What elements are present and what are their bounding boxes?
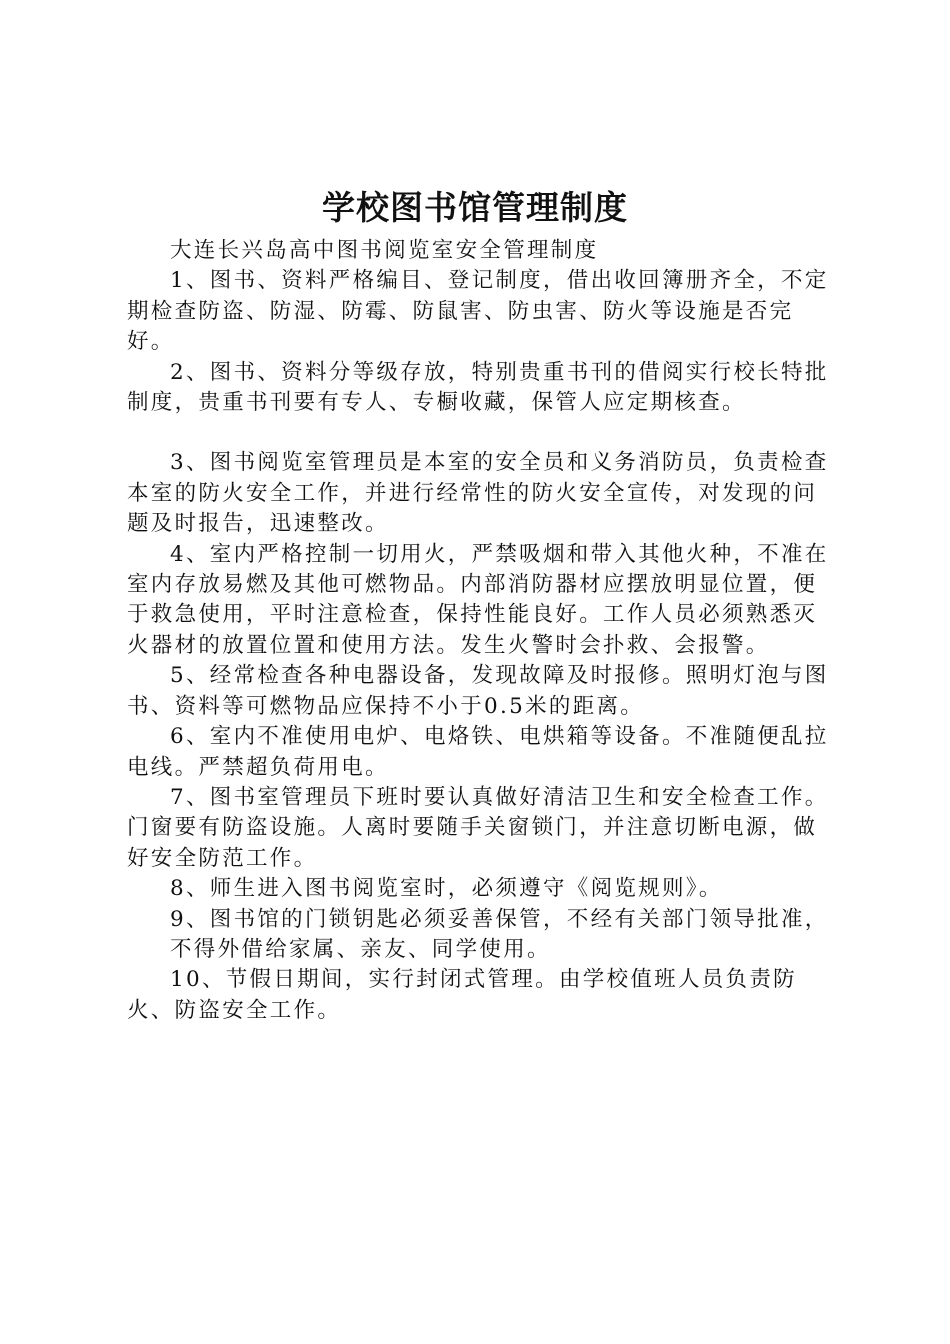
paragraph-rule-6: 6、室内不准使用电炉、电烙铁、电烘箱等设备。不准随便乱拉电线。严禁超负荷用电。 [127, 724, 829, 780]
paragraph-rule-9: 9、图书馆的门锁钥匙必须妥善保管，不经有关部门领导批准， [170, 906, 829, 932]
paragraph-rule-7: 7、图书室管理员下班时要认真做好清洁卫生和安全检查工作。门窗要有防盗设施。人离时要随手关窗锁门，并注意切断电源，做好安全防范工作。 [127, 784, 829, 871]
paragraph-rule-2: 2、图书、资料分等级存放，特别贵重书刊的借阅实行校长特批制度，贵重书刊要有专人、专橱收藏，保管人应定期核查。 [127, 359, 829, 416]
document-title: 学校图书馆管理制度 [322, 188, 628, 227]
paragraph-rule-10: 10、节假日期间，实行封闭式管理。由学校值班人员负责防火、防盗安全工作。 [127, 967, 797, 1023]
paragraph-rule-9-continued: 不得外借给家属、亲友、同学使用。 [170, 936, 551, 962]
paragraph-rule-3: 3、图书阅览室管理员是本室的安全员和义务消防员，负责检查本室的防火安全工作，并进行经常性的防火安全宣传，对发现的问题及时报告，迅速整改。 [127, 450, 829, 537]
paragraph-rule-5: 5、经常检查各种电器设备，发现故障及时报修。照明灯泡与图书、资料等可燃物品应保持不小于0.5米的距离。 [127, 663, 829, 719]
document-body [127, 236, 837, 1026]
subtitle-paragraph: 大连长兴岛高中图书阅览室安全管理制度 [170, 238, 599, 263]
paragraph-rule-8: 8、师生进入图书阅览室时，必须遵守《阅览规则》。 [170, 876, 723, 902]
paragraph-rule-4: 4、室内严格控制一切用火，严禁吸烟和带入其他火种，不准在室内存放易燃及其他可燃物品。内部消防器材应摆放明显位置，便于救急使用，平时注意检查，保持性能良好。工作人员必须熟悉灭火器材的放置位置和使用方法。发生火警时会扑救、会报警。 [127, 541, 829, 658]
paragraph-rule-1: 1、图书、资料严格编目、登记制度，借出收回簿册齐全，不定期检查防盗、防湿、防霉、防鼠害、防虫害、防火等设施是否完好。 [127, 268, 829, 355]
